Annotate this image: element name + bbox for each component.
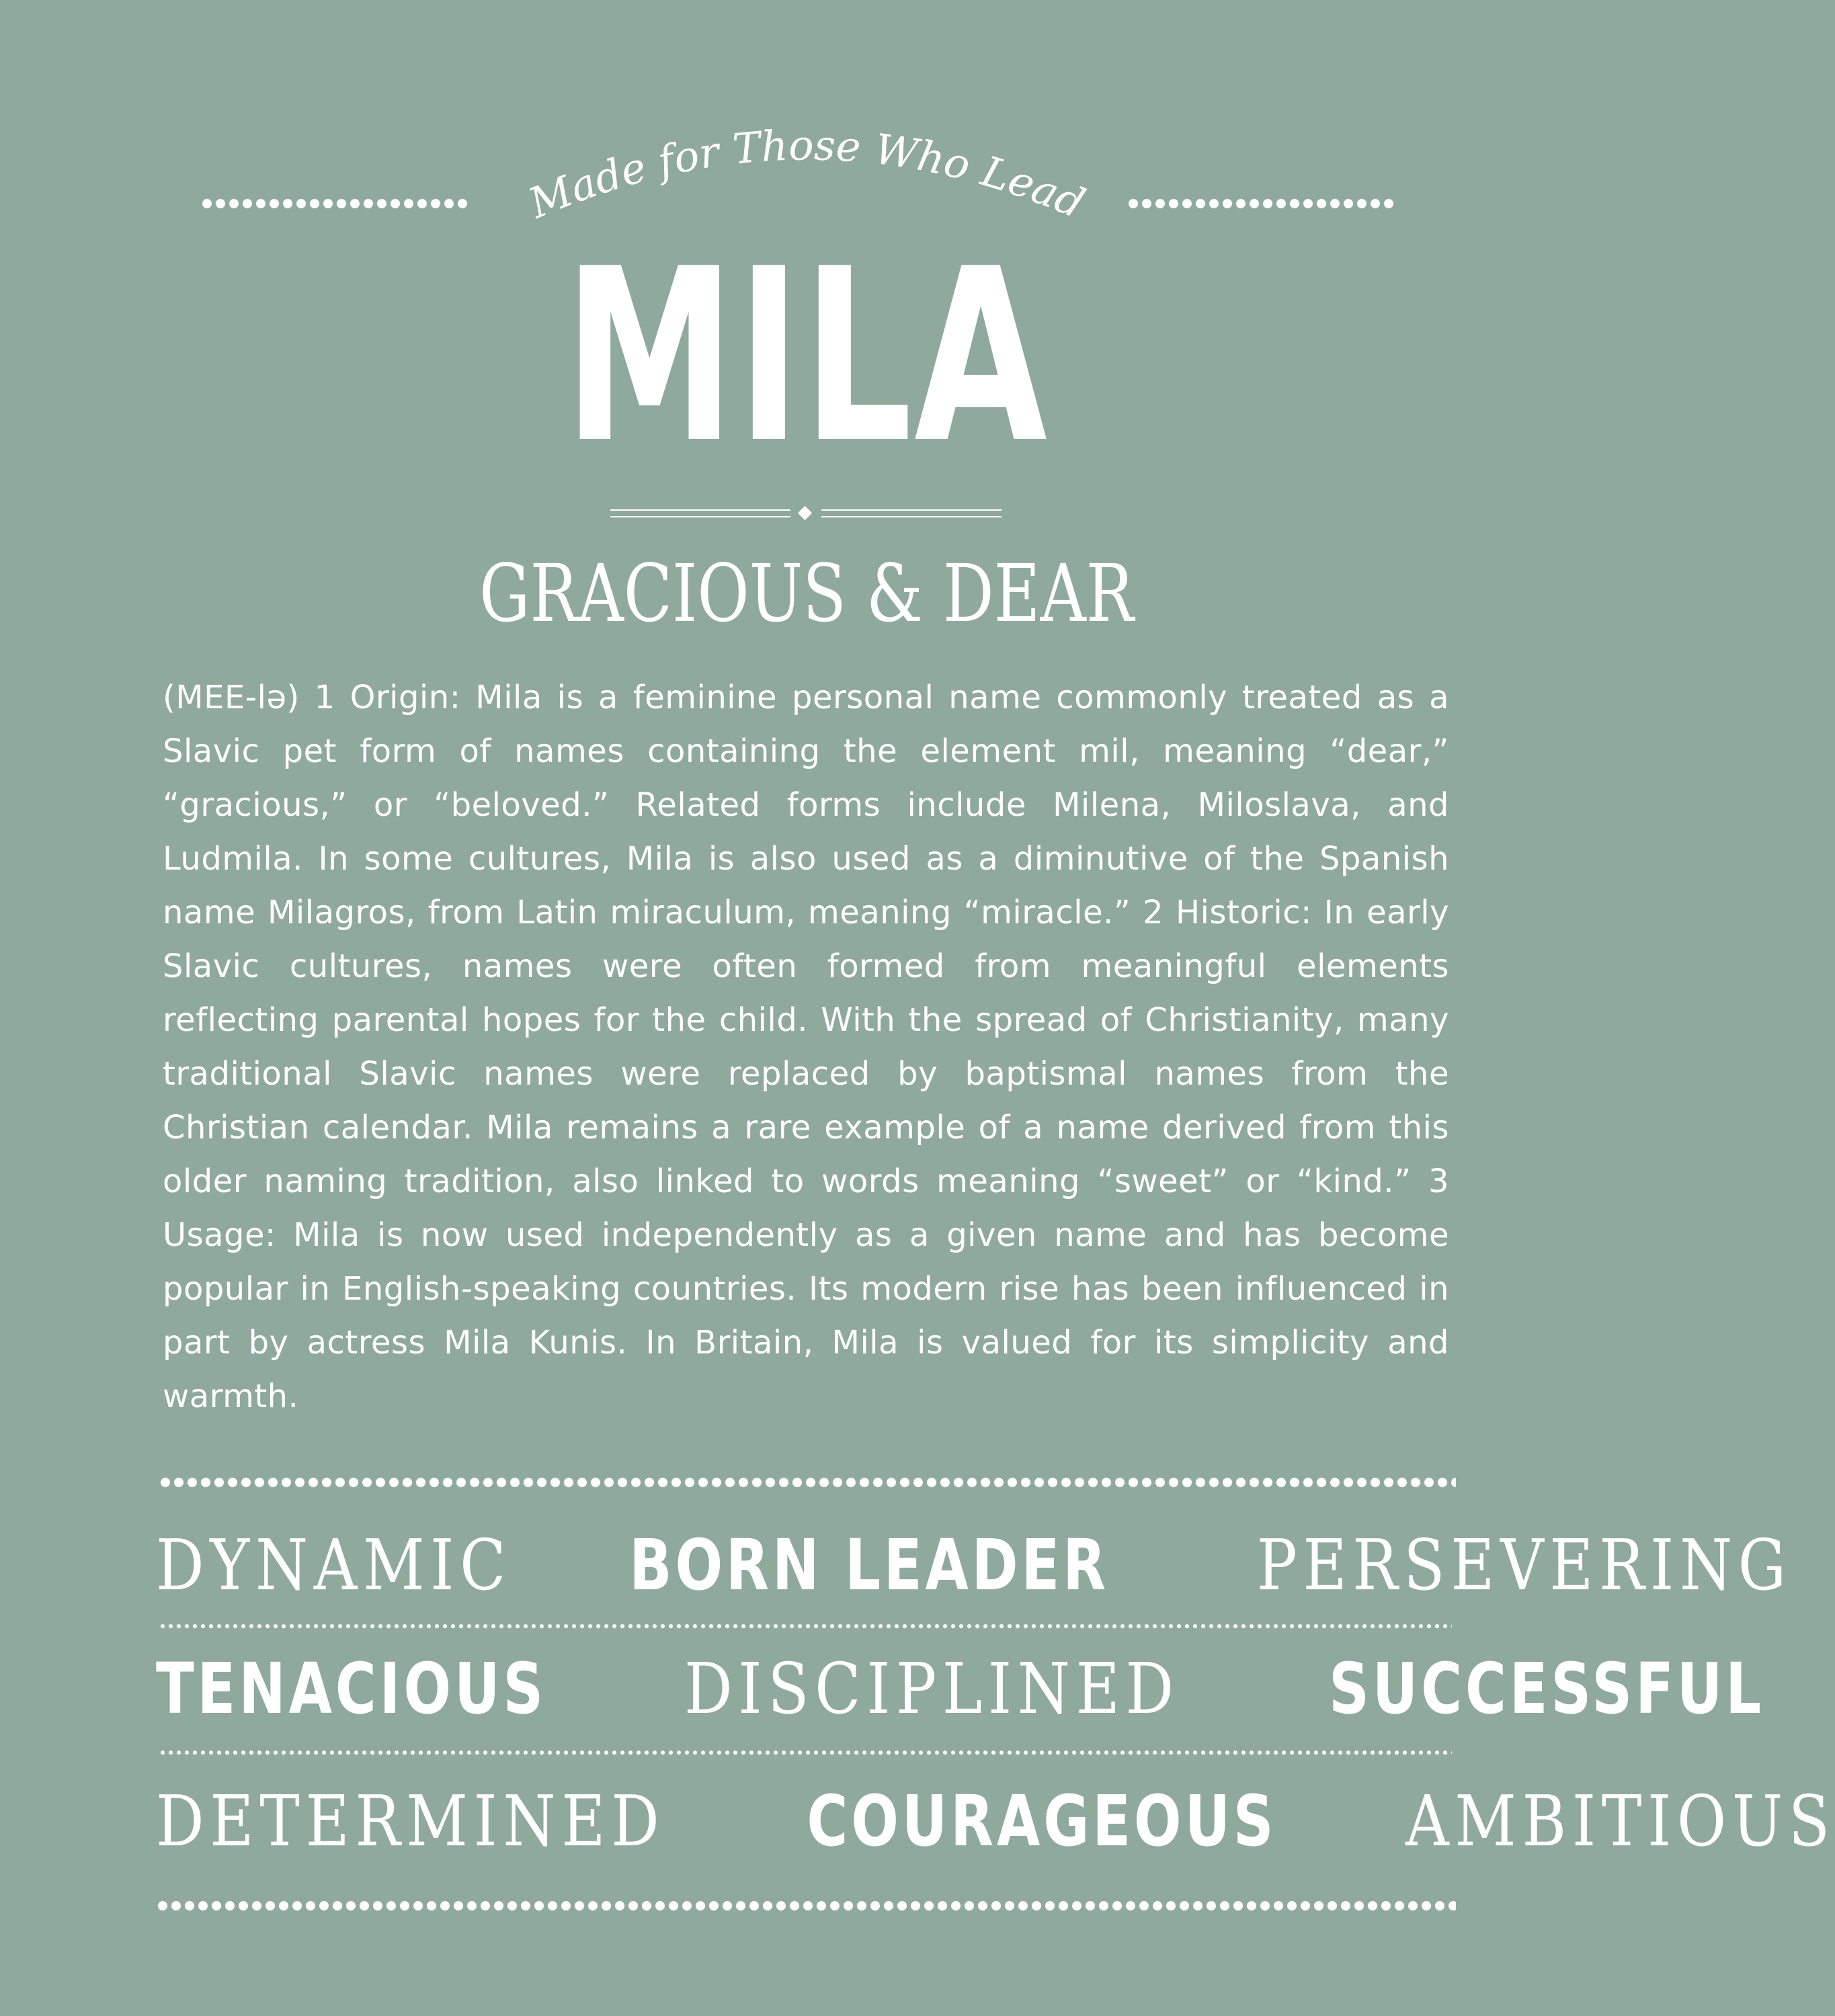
traits-bottom-dotted-rule xyxy=(156,1900,1456,1911)
traits-row-2 xyxy=(156,1645,1765,1732)
traits-top-dotted-rule xyxy=(159,1477,1456,1488)
top-right-dotted-rule xyxy=(1127,198,1395,209)
meaning-subtitle: GRACIOUS & DEAR xyxy=(479,547,1134,640)
tagline xyxy=(511,101,1102,235)
trait-determined: DETERMINED xyxy=(156,1780,665,1862)
trait-persevering: PERSEVERING xyxy=(1256,1524,1792,1606)
divider-left-line-top xyxy=(610,509,790,511)
traits-row-3 xyxy=(156,1777,1835,1865)
traits-separator-1 xyxy=(159,1623,1452,1630)
trait-born-leader: BORN LEADER xyxy=(629,1524,1110,1606)
divider-diamond-icon xyxy=(798,506,812,520)
tagline-text: Made for Those Who Lead xyxy=(522,120,1092,228)
trait-tenacious: TENACIOUS xyxy=(156,1648,547,1730)
name-title: MILA xyxy=(564,217,1049,495)
divider-left-line-bottom xyxy=(610,516,790,517)
top-left-dotted-rule xyxy=(200,198,469,209)
divider-right-line-top xyxy=(821,509,1002,511)
name-description: (MEE-lə) 1 Origin: Mila is a feminine personal name commonly treated as a Slavic pet form of names containing the element mil, meaning “dear,” “gracious,” or “beloved.” Related forms include Milena, Miloslava, and Ludmila. In some cultures, Mila is also used as a diminutive of the Spanish name Milagros, from Latin miraculum, meaning “miracle.” 2 Historic: In early Slavic cultures, names were often formed from meaningful elements reflecting parental hopes for the child. With the spread of Christianity, many traditional Slavic names were replaced by baptismal names from the Christian calendar. Mila remains a rare example of a name derived from this older naming tradition, also linked to words meaning “sweet” or “kind.” 3 Usage: Mila is now used independently as a given name and has become popular in English-speaking countries. Its modern rise has been influenced in part by actress Mila Kunis. In Britain, Mila is valued for its simplicity and warmth. xyxy=(163,679,1449,1415)
divider-right-line-bottom xyxy=(821,516,1002,517)
traits-row-1 xyxy=(156,1521,1792,1609)
trait-disciplined: DISCIPLINED xyxy=(684,1648,1180,1730)
trait-courageous: COURAGEOUS xyxy=(807,1780,1277,1862)
trait-successful: SUCCESSFUL xyxy=(1329,1648,1765,1730)
trait-dynamic: DYNAMIC xyxy=(156,1524,512,1606)
traits-separator-2 xyxy=(159,1749,1452,1756)
trait-ambitious: AMBITIOUS xyxy=(1405,1780,1835,1862)
